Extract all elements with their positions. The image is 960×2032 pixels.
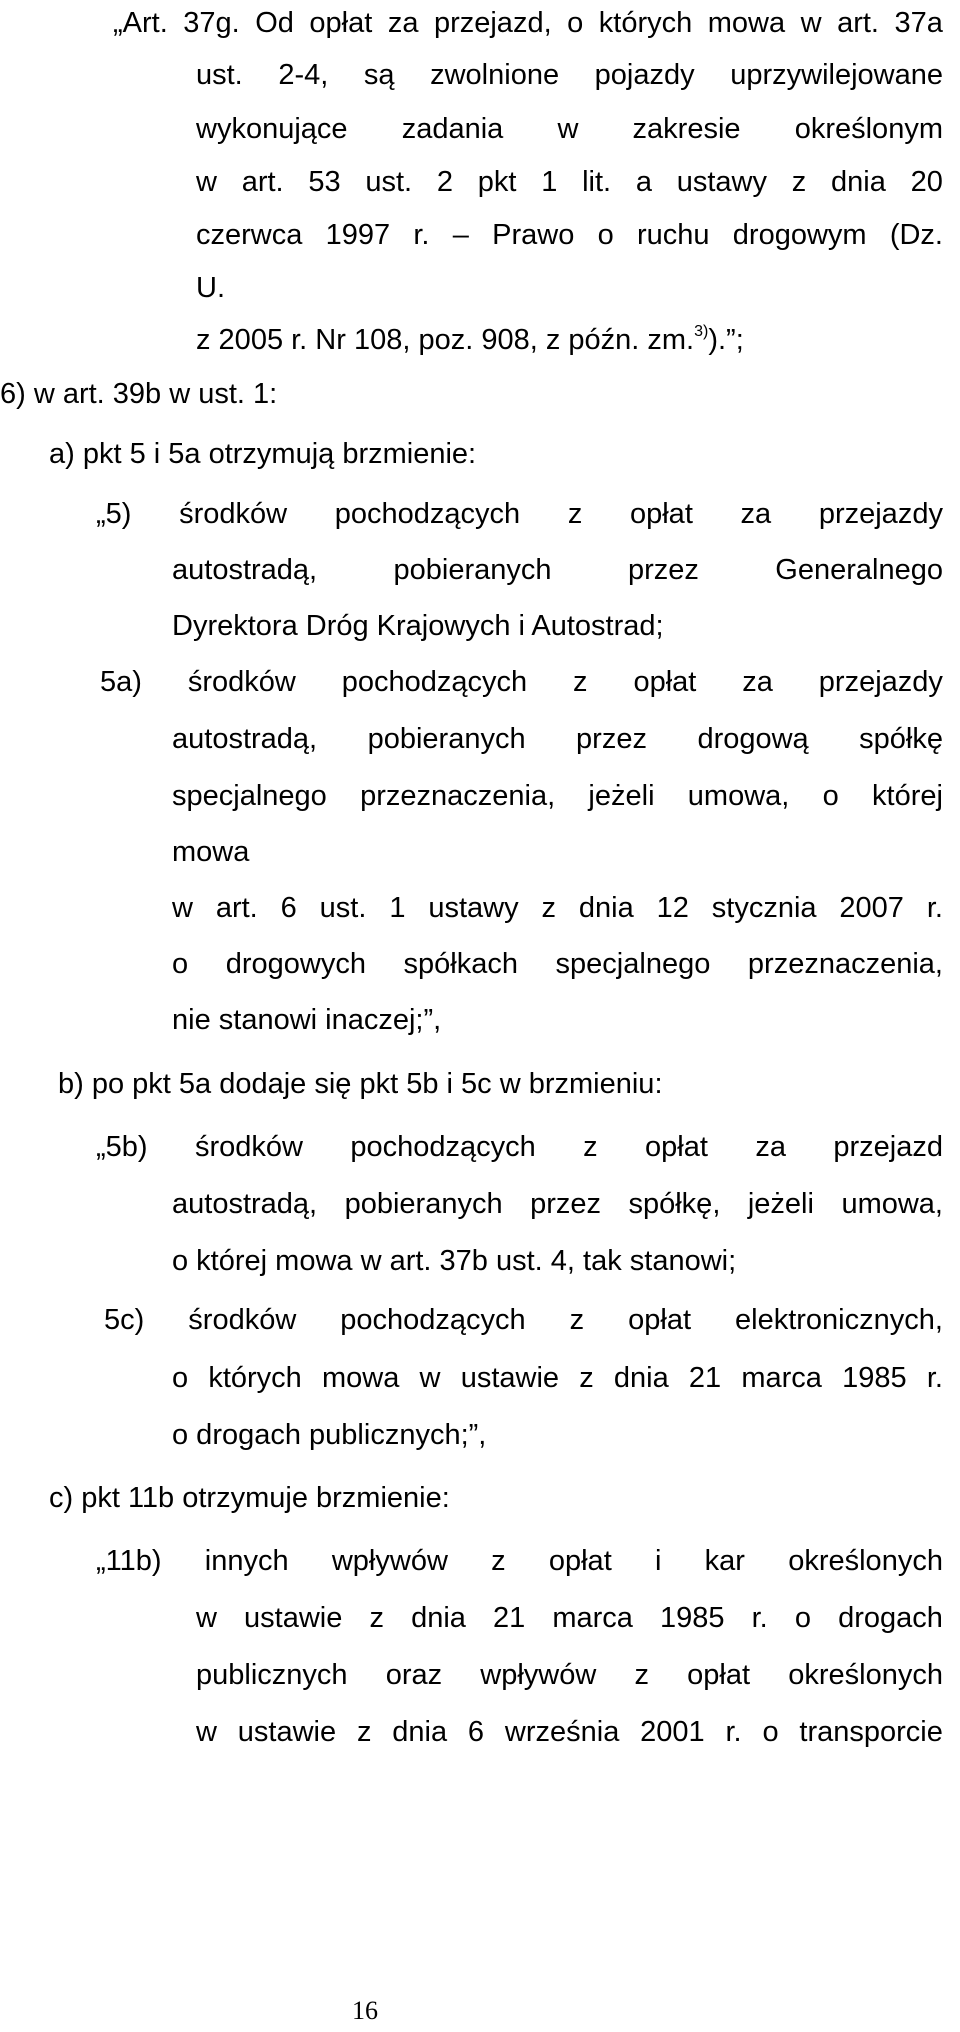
word: drogach	[838, 1602, 943, 1634]
text-line	[96, 1130, 943, 1164]
word: publicznych	[196, 1659, 348, 1691]
word: ust.	[196, 59, 243, 91]
word: Generalnego	[775, 554, 943, 586]
word: są	[363, 59, 395, 91]
word: umowa,	[687, 780, 790, 812]
word: stycznia	[711, 892, 817, 924]
word: dnia	[613, 1362, 669, 1394]
word: opłat	[629, 498, 693, 530]
word: drogowych	[225, 948, 366, 980]
word: 1	[389, 892, 406, 924]
word: września	[504, 1716, 620, 1748]
word: w	[800, 7, 822, 39]
word: środków	[187, 666, 296, 698]
word: 6	[280, 892, 297, 924]
word: „5)	[96, 498, 132, 530]
word: art.	[215, 892, 258, 924]
word: w	[172, 892, 193, 924]
word: oraz	[385, 1659, 443, 1691]
word: 1985	[842, 1362, 907, 1394]
word: dnia	[392, 1716, 448, 1748]
text-line: 6) w art. 39b w ust. 1:	[0, 378, 278, 410]
word: uprzywilejowane	[730, 59, 943, 91]
word: z	[791, 166, 807, 198]
word: zadania	[401, 113, 504, 145]
word: 21	[492, 1602, 526, 1634]
word: specjalnego	[172, 780, 327, 812]
word: jeżeli	[747, 1188, 814, 1220]
word: przejazd,	[433, 7, 552, 39]
word: r.	[725, 1716, 742, 1748]
text-line	[196, 218, 943, 252]
text-line	[172, 1361, 943, 1395]
word: których	[598, 7, 693, 39]
word: w	[196, 1602, 217, 1634]
word: przejazdy	[818, 498, 943, 530]
word: dnia	[411, 1602, 466, 1634]
word: opłat	[548, 1545, 612, 1577]
word: której	[872, 780, 943, 812]
word: 37g.	[183, 7, 240, 39]
word: czerwca	[196, 219, 303, 251]
word: z	[579, 1362, 594, 1394]
word: 20	[910, 166, 943, 198]
word: 1	[541, 166, 558, 198]
word: mowa	[707, 7, 786, 39]
word: o	[822, 780, 839, 812]
word: spółkach	[403, 948, 518, 980]
word: z	[634, 1659, 649, 1691]
word: przez	[627, 554, 699, 586]
word: r.	[751, 1602, 768, 1634]
word: z	[569, 1304, 585, 1336]
word: ust.	[319, 892, 367, 924]
word: ustawie	[244, 1602, 343, 1634]
word: 12	[656, 892, 689, 924]
word: ustawie	[237, 1716, 337, 1748]
text-line: mowa	[172, 836, 250, 868]
word: ustawy	[428, 892, 519, 924]
word: pojazdy	[594, 59, 695, 91]
word: 5c)	[104, 1304, 145, 1336]
word: opłat	[687, 1659, 751, 1691]
text-line	[113, 6, 943, 40]
text-line	[196, 58, 943, 92]
word: Od	[255, 7, 294, 39]
word: z	[573, 666, 588, 698]
word: –	[452, 219, 469, 251]
word: (Dz.	[889, 219, 943, 251]
word: przeznaczenia,	[360, 780, 556, 812]
word: w	[196, 166, 217, 198]
word: wpływów	[331, 1545, 448, 1577]
word: 1997	[325, 219, 391, 251]
word: art.	[241, 166, 284, 198]
word: przejazd	[833, 1131, 943, 1163]
word: pochodzących	[334, 498, 521, 530]
text-line	[196, 1715, 943, 1749]
text-line: a) pkt 5 i 5a otrzymują brzmienie:	[49, 438, 477, 470]
word: z	[356, 1716, 372, 1748]
word: pobieranych	[393, 554, 552, 586]
word: r.	[926, 1362, 943, 1394]
word: przeznaczenia,	[747, 948, 943, 980]
word: ust.	[365, 166, 413, 198]
text-line	[96, 497, 943, 531]
text-line	[196, 323, 744, 357]
word: za	[387, 7, 419, 39]
text-line	[172, 722, 943, 756]
word: o	[762, 1716, 779, 1748]
word: w	[196, 1716, 217, 1748]
word: i	[654, 1545, 662, 1577]
word: z	[541, 892, 556, 924]
word: o	[567, 7, 584, 39]
word: pobieranych	[344, 1188, 503, 1220]
word: drogowym	[732, 219, 867, 251]
word: pochodzących	[340, 1304, 526, 1336]
word: mowa	[322, 1362, 400, 1394]
word: pochodzących	[350, 1131, 536, 1163]
word: 2007	[839, 892, 904, 924]
word: przejazdy	[818, 666, 943, 698]
word: 6	[467, 1716, 485, 1748]
text-line	[104, 1303, 943, 1337]
word: autostradą,	[172, 554, 318, 586]
word: 2001	[640, 1716, 705, 1748]
word: dnia	[831, 166, 886, 198]
text-line: Dyrektora Dróg Krajowych i Autostrad;	[172, 610, 664, 642]
text-line	[196, 165, 943, 199]
text-line	[172, 1187, 943, 1221]
text-line	[172, 553, 943, 587]
text-line: c) pkt 11b otrzymuje brzmienie:	[49, 1482, 450, 1514]
word: w	[557, 113, 579, 145]
word: za	[742, 666, 773, 698]
word: zwolnione	[430, 59, 560, 91]
word: zakresie	[632, 113, 741, 145]
word: z	[369, 1602, 384, 1634]
word: w	[419, 1362, 441, 1394]
word: których	[208, 1362, 302, 1394]
word: 53	[308, 166, 341, 198]
word: określonych	[788, 1659, 943, 1691]
word: określonym	[794, 113, 943, 145]
word: „5b)	[96, 1131, 148, 1163]
word: art.	[837, 7, 879, 39]
word: środków	[194, 1131, 303, 1163]
word: a	[635, 166, 652, 198]
text-line: o której mowa w art. 37b ust. 4, tak stanowi;	[172, 1245, 737, 1277]
word: r.	[413, 219, 430, 251]
text-line	[100, 665, 943, 699]
text-fragment: ).”;	[708, 324, 744, 356]
word: spółkę,	[628, 1188, 721, 1220]
word: o	[794, 1602, 811, 1634]
footnote-ref: 3)	[694, 323, 709, 341]
text-line	[172, 779, 943, 813]
word: „11b)	[96, 1545, 162, 1577]
word: z	[567, 498, 583, 530]
word: lit.	[582, 166, 612, 198]
word: jeżeli	[588, 780, 655, 812]
word: z	[491, 1545, 506, 1577]
word: opłat	[628, 1304, 692, 1336]
word: ustawy	[676, 166, 767, 198]
word: 2-4,	[278, 59, 329, 91]
word: wykonujące	[196, 113, 348, 145]
text-line	[172, 947, 943, 981]
text-line: nie stanowi inaczej;”,	[172, 1004, 442, 1036]
word: za	[755, 1131, 786, 1163]
word: opłat	[633, 666, 697, 698]
word: autostradą,	[172, 1188, 318, 1220]
word: środków	[179, 498, 288, 530]
word: ruchu	[636, 219, 710, 251]
word: pobieranych	[367, 723, 526, 755]
word: środków	[188, 1304, 297, 1336]
word: o	[172, 948, 189, 980]
text-line	[196, 1658, 943, 1692]
text-line: b) po pkt 5a dodaje się pkt 5b i 5c w brzmieniu:	[58, 1068, 663, 1100]
word: opłat	[309, 7, 373, 39]
word: 37a	[894, 7, 943, 39]
word: pochodzących	[341, 666, 528, 698]
word: innych	[204, 1545, 289, 1577]
word: za	[740, 498, 772, 530]
word: transporcie	[799, 1716, 943, 1748]
word: umowa,	[841, 1188, 943, 1220]
word: kar	[704, 1545, 745, 1577]
text-line: U.	[196, 272, 225, 304]
text-line	[196, 1601, 943, 1635]
word: autostradą,	[172, 723, 318, 755]
word: 1985	[660, 1602, 725, 1634]
word: specjalnego	[555, 948, 711, 980]
word: dnia	[578, 892, 634, 924]
word: ustawie	[460, 1362, 560, 1394]
word: elektronicznych,	[735, 1304, 943, 1336]
word: o	[597, 219, 614, 251]
text-line	[196, 112, 943, 146]
page-number: 16	[352, 1996, 378, 2025]
word: z	[583, 1131, 598, 1163]
text-fragment: z 2005 r. Nr 108, poz. 908, z późn. zm.	[196, 324, 695, 356]
word: opłat	[645, 1131, 708, 1163]
word: o	[172, 1362, 189, 1394]
word: przez	[530, 1188, 601, 1220]
word: określonych	[788, 1545, 943, 1577]
text-line	[96, 1544, 943, 1578]
word: wpływów	[480, 1659, 597, 1691]
word: 21	[688, 1362, 722, 1394]
word: marca	[552, 1602, 633, 1634]
word: 2	[436, 166, 454, 198]
word: przez	[576, 723, 647, 755]
word: „Art.	[113, 7, 168, 39]
word: 5a)	[100, 666, 142, 698]
text-line: o drogach publicznych;”,	[172, 1419, 487, 1451]
word: Prawo	[492, 219, 575, 251]
word: marca	[741, 1362, 822, 1394]
word: r.	[926, 892, 943, 924]
text-line	[172, 891, 943, 925]
word: spółkę	[859, 723, 943, 755]
word: pkt	[477, 166, 517, 198]
word: drogową	[697, 723, 809, 755]
